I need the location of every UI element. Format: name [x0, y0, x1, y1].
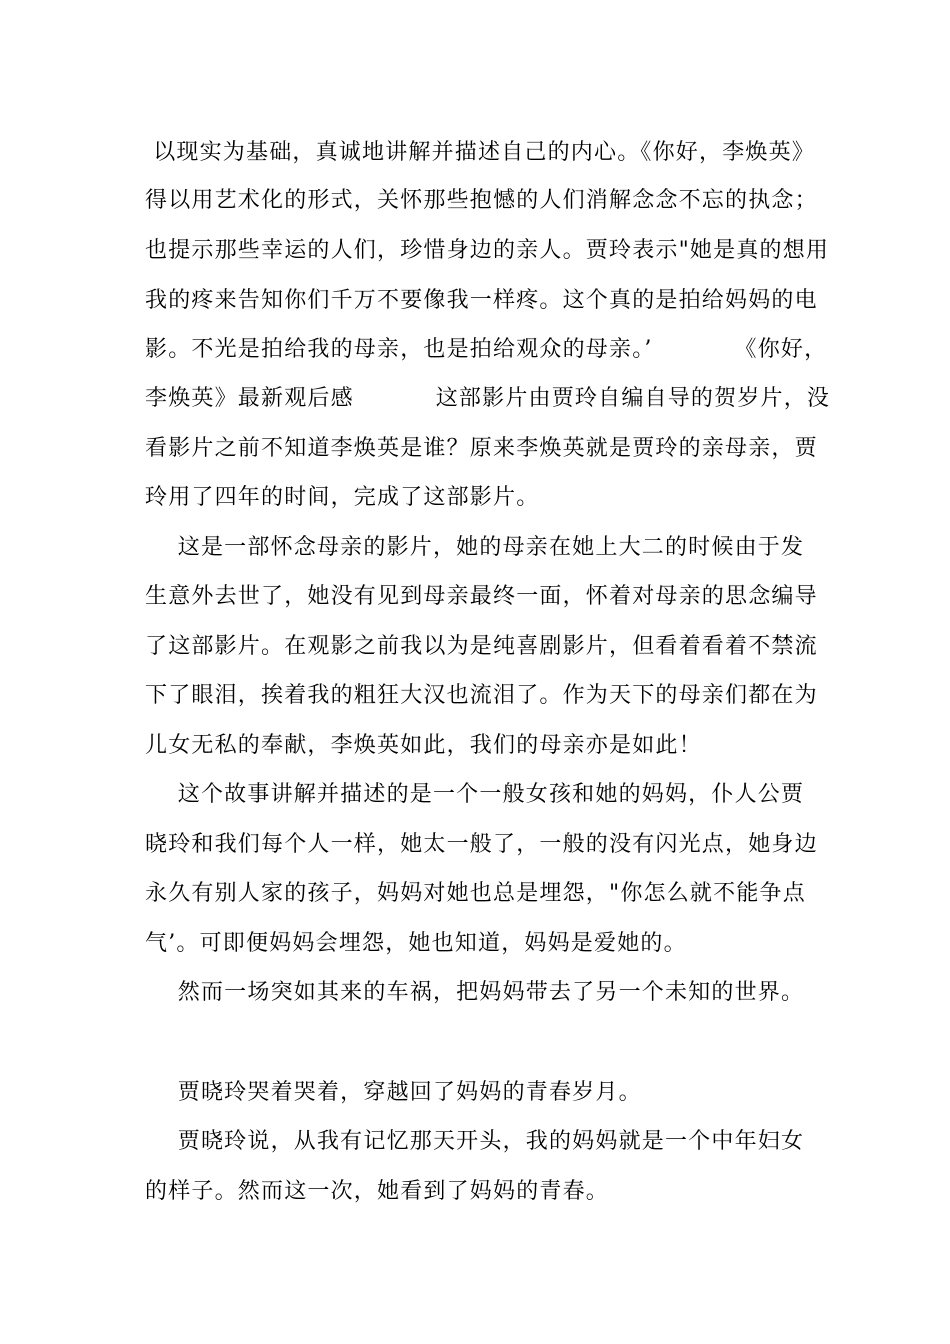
- text-line: 这个故事讲解并描述的是一个一般女孩和她的妈妈，仆人公贾: [145, 782, 805, 807]
- text-line: 这是一部怀念母亲的影片，她的母亲在她上大二的时候由于发: [145, 535, 805, 560]
- text-line: 儿女无私的奉献，李焕英如此，我们的母亲亦是如此！: [145, 733, 702, 758]
- text-line: 看影片之前不知道李焕英是谁？原来李焕英就是贾玲的亲母亲，贾: [145, 436, 818, 461]
- text-line: 贾晓玲说，从我有记忆那天开头，我的妈妈就是一个中年妇女: [145, 1129, 805, 1154]
- text-line: 以现实为基础，真诚地讲解并描述自己的内心。《你好，李焕英》: [145, 140, 815, 165]
- text-line: 生意外去世了，她没有见到母亲最终一面，怀着对母亲的思念编导: [145, 584, 818, 609]
- text-line: 气’。可即便妈妈会埋怨，她也知道，妈妈是爱她的。: [145, 931, 687, 956]
- text-line: 贾晓玲哭着哭着，穿越回了妈妈的青春岁月。: [145, 1080, 642, 1105]
- text-line: 永久有别人家的孩子，妈妈对她也总是埋怨，"你怎么就不能争点: [145, 881, 806, 906]
- text-line: 李焕英》最新观后感 这部影片由贾玲自编自导的贺岁片，没: [145, 386, 831, 411]
- text-line: 然而一场突如其来的车祸，把妈妈带去了另一个未知的世界。: [145, 980, 805, 1005]
- text-line: 玲用了四年的时间，完成了这部影片。: [145, 485, 540, 510]
- text-line: 晓玲和我们每个人一样，她太一般了，一般的没有闪光点，她身边: [145, 832, 818, 857]
- text-line: 我的疼来告知你们千万不要像我一样疼。这个真的是拍给妈妈的电: [145, 288, 818, 313]
- text-line: 影。不光是拍给我的母亲，也是拍给观众的母亲。’ 《你好，: [145, 337, 828, 362]
- text-line: 了这部影片。在观影之前我以为是纯喜剧影片，但看着看着不禁流: [145, 634, 818, 659]
- text-line: 的样子。然而这一次，她看到了妈妈的青春。: [145, 1179, 610, 1204]
- text-line: 也提示那些幸运的人们，珍惜身边的亲人。贾玲表示"她是真的想用: [145, 238, 830, 263]
- text-line: 得以用艺术化的形式，关怀那些抱憾的人们消解念念不忘的执念；: [145, 188, 818, 213]
- text-line: 下了眼泪，挨着我的粗狂大汉也流泪了。作为天下的母亲们都在为: [145, 683, 818, 708]
